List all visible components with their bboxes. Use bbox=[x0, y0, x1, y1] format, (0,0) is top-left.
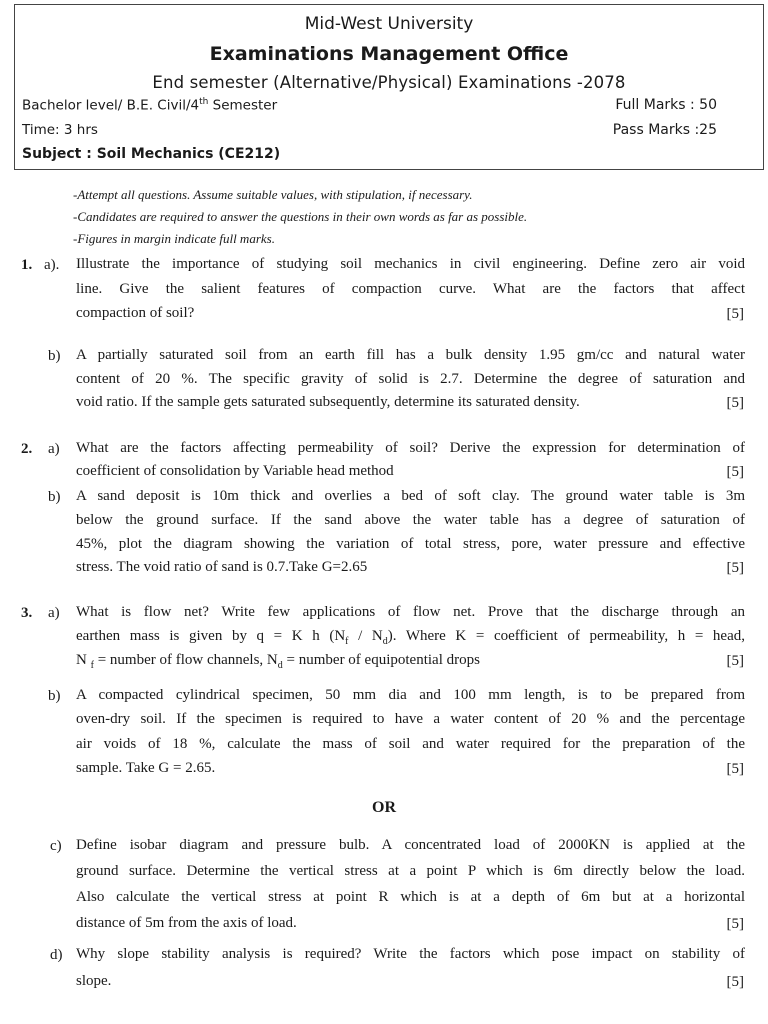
question-2-number: 2. bbox=[21, 441, 33, 457]
q1b-line-2: content of 20 %. The specific gravity of solid is 2.7. Determine the degree of saturation and bbox=[76, 371, 745, 387]
instruction-3: -Figures in margin indicate full marks. bbox=[73, 231, 275, 246]
q3b-marks: [5] bbox=[726, 761, 744, 777]
question-3-number: 3. bbox=[21, 605, 33, 621]
q1b-label: b) bbox=[48, 348, 61, 364]
q3a-line-1: What is flow net? Write few applications of flow net. Prove that the discharge through an bbox=[76, 604, 745, 620]
q1a-line-1: Illustrate the importance of studying soil mechanics in civil engineering. Define zero air void bbox=[76, 256, 745, 272]
instruction-1: -Attempt all questions. Assume suitable values, with stipulation, if necessary. bbox=[73, 187, 473, 202]
full-marks: Full Marks : 50 bbox=[615, 97, 717, 113]
q1b-marks: [5] bbox=[726, 395, 744, 411]
q1b-line-1: A partially saturated soil from an earth fill has a bulk density 1.95 gm/cc and natural water bbox=[76, 347, 745, 363]
q3c-line-2: ground surface. Determine the vertical stress at a point P which is 6m directly below the load. bbox=[76, 863, 745, 879]
q3b-label: b) bbox=[48, 688, 61, 704]
level-info: Bachelor level/ B.E. Civil/4th Semester bbox=[22, 97, 278, 114]
q2b-line-1: A sand deposit is 10m thick and overlies a bed of soft clay. The ground water table is 3m bbox=[76, 488, 745, 504]
q3b-line-4: sample. Take G = 2.65. bbox=[76, 760, 216, 776]
university-name: Mid-West University bbox=[304, 14, 474, 34]
q3d-label: d) bbox=[50, 947, 63, 963]
or-divider: OR bbox=[372, 799, 396, 816]
q3a-marks: [5] bbox=[726, 653, 744, 669]
q2a-line-1: What are the factors affecting permeability of soil? Derive the expression for determination of bbox=[76, 440, 745, 456]
q3a-label: a) bbox=[48, 605, 60, 621]
instruction-2: -Candidates are required to answer the questions in their own words as far as possible. bbox=[73, 209, 528, 224]
q2a-label: a) bbox=[48, 441, 60, 457]
q3c-line-1: Define isobar diagram and pressure bulb. A concentrated load of 2000KN is applied at the bbox=[76, 837, 745, 853]
q2b-line-4: stress. The void ratio of sand is 0.7.Take G=2.65 bbox=[76, 559, 368, 575]
q1a-line-2: line. Give the salient features of compaction curve. What are the factors that affect bbox=[76, 281, 745, 297]
q3b-line-2: oven-dry soil. If the specimen is required to have a water content of 20 % and the percentage bbox=[76, 711, 745, 727]
q2b-marks: [5] bbox=[726, 560, 744, 576]
q3c-line-3: Also calculate the vertical stress at point R which is at a depth of 6m but at a horizontal bbox=[76, 889, 745, 905]
q1a-marks: [5] bbox=[726, 306, 744, 322]
q3a-line-2: earthen mass is given by q = K h $(N_f / N_d)$. Where K = coefficient of permeability, h = head, bbox=[76, 628, 746, 647]
q3c-line-4: distance of 5m from the axis of load. bbox=[76, 915, 297, 931]
office-title: Examinations Management Office bbox=[209, 43, 569, 65]
q3b-line-1: A compacted cylindrical specimen, 50 mm dia and 100 mm length, is to be prepared from bbox=[76, 687, 745, 703]
time-info: Time: 3 hrs bbox=[22, 122, 98, 138]
exam-title: End semester (Alternative/Physical) Examinations -2078 bbox=[152, 73, 626, 92]
pass-marks: Pass Marks :25 bbox=[612, 122, 717, 138]
question-1-number: 1. bbox=[21, 257, 33, 273]
q3c-label: c) bbox=[50, 838, 62, 854]
q1b-line-3: void ratio. If the sample gets saturated subsequently, determine its saturated density. bbox=[76, 394, 580, 410]
exam-header bbox=[14, 4, 764, 170]
q2b-label: b) bbox=[48, 489, 61, 505]
q3d-line-1: Why slope stability analysis is required? Write the factors which pose impact on stability of bbox=[76, 946, 745, 962]
q3c-marks: [5] bbox=[726, 916, 744, 932]
q2a-marks: [5] bbox=[726, 464, 744, 480]
q2b-line-3: 45%, plot the diagram showing the variation of total stress, pore, water pressure and effective bbox=[76, 536, 745, 552]
q2b-line-2: below the ground surface. If the sand above the water table has a degree of saturation of bbox=[76, 512, 745, 528]
q3d-line-2: slope. bbox=[76, 973, 112, 989]
q3d-marks: [5] bbox=[726, 974, 744, 990]
q3a-line-3: N $_f$ = number of flow channels, $N_d$ = number of equipotential drops bbox=[76, 652, 480, 671]
q1a-label: a). bbox=[44, 257, 60, 273]
q3b-line-3: air voids of 18 %, calculate the mass of soil and water required for the preparation of the bbox=[76, 736, 745, 752]
q1a-line-3: compaction of soil? bbox=[76, 305, 195, 321]
subject-info: Subject : Soil Mechanics (CE212) bbox=[22, 146, 281, 162]
q2a-line-2: coefficient of consolidation by Variable head method bbox=[76, 463, 394, 479]
